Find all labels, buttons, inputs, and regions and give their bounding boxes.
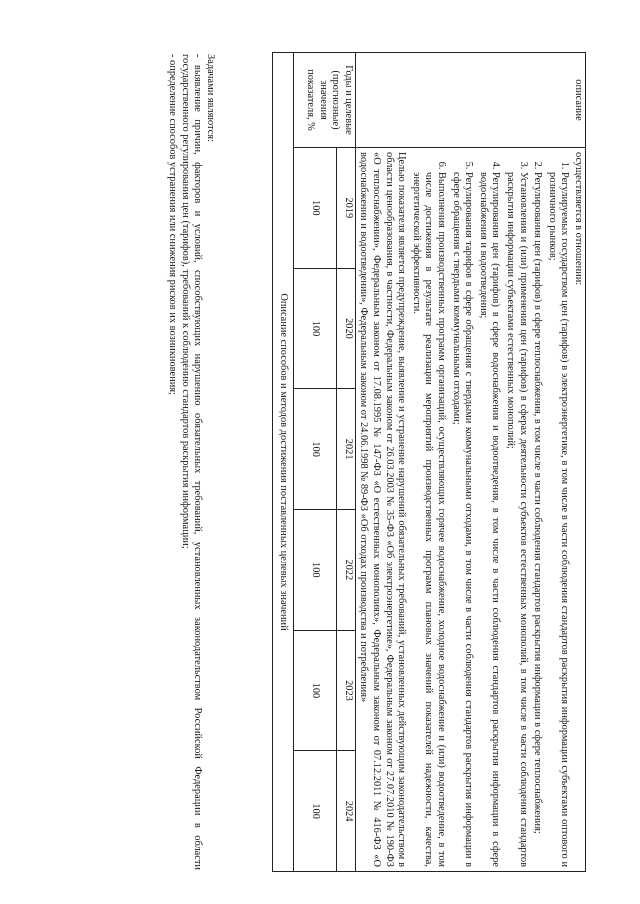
rotated-document-page <box>10 10 630 894</box>
values-row <box>293 53 336 872</box>
tasks-heading: Задачами являются: <box>205 54 216 142</box>
value-cell: 100 <box>293 751 336 872</box>
value-cell: 100 <box>293 389 336 510</box>
intro-line: осуществляется в отношении: <box>573 152 584 286</box>
list-item: 2. Регулирования цен (тарифов) в сфере теплоснабжения, в том числе в части соблюдения стандартов раскрытия информации в сфере теплоснабжения; <box>531 172 544 867</box>
value-cell: 100 <box>293 509 336 630</box>
purpose-paragraph: Целью показателя является предупреждение, выявление и устранение нарушений обязательных требований, установленных действующим законодательством в области ценообразования, в частности, Федеральным законом от 26.03.2003 № 35-ФЗ «Об электроэнергетике», Федеральным законом от 27.07.2010 № 190-ФЗ «О теплоснабжении», Федеральным законом от 17.08.1995 № 147-ФЗ «О естественных монополиях», Федеральным законом от 07.12.2011 № 416-ФЗ «О водоснабжении и водоотведении», Федеральным законом от 24.06.1998 № 89-ФЗ «Об отходах производства и потребления» <box>358 152 408 867</box>
value-cell: 100 <box>293 630 336 751</box>
list-item: 6. Выполнения производственных программ организаций, осуществляющих горячее водоснабжение, холодное водоснабжение и (или) водоотведение, в том числе достижения в результате реализации мероприятий производственных программ плановых значений показателей надежности, качества, энергетической эффективности. <box>409 172 447 867</box>
years-row <box>336 53 355 872</box>
tasks-block <box>166 54 216 870</box>
indicator-table <box>272 52 586 872</box>
list-item: 5. Регулирования тарифов в сфере обращения с твердыми коммунальными отходами, в том числе в части соблюдения стандартов раскрытия информации в сфере обращения с твердыми коммунальными отходами; <box>449 172 474 867</box>
year-cell: 2023 <box>336 630 355 751</box>
task-line: - определение способов устранения или снижения рисков их возникновения; <box>167 54 179 395</box>
value-cell: 100 <box>293 148 336 269</box>
description-row <box>355 53 585 872</box>
list-item: 4. Регулирования цен (тарифов) в сфере водоснабжения и водоотведения, в том числе в части соблюдения стандартов раскрытия информации в сфере водоснабжения и водоотведения; <box>476 172 501 867</box>
task-line: - выявление причин, факторов и условий, способствующих нарушению обязательных требований, установленных законодательством Российской Федерации в области государственного регулирования цен (тарифов), требований к соблюдению стандартов раскрытия информации; <box>179 54 204 870</box>
value-cell: 100 <box>293 268 336 389</box>
year-cell: 2020 <box>336 268 355 389</box>
year-cell: 2021 <box>336 389 355 510</box>
year-cell: 2019 <box>336 148 355 269</box>
regulation-list <box>409 152 570 867</box>
year-cell: 2022 <box>336 509 355 630</box>
section-title: Описание способов и методов достижения поставленных целевых значений <box>272 53 293 872</box>
years-label: Годы и целевые (прогнозные) значения показателя, % <box>293 53 355 148</box>
section-title-row <box>272 53 293 872</box>
description-label: описание <box>355 53 585 148</box>
description-cell <box>355 148 585 872</box>
year-cell: 2024 <box>336 751 355 872</box>
list-item: 3. Установления и (или) применения цен (тарифов) в сферах деятельности субъектов естественных монополий, в том числе в части соблюдения стандартов раскрытия информации субъектами естественных монополий; <box>503 172 528 867</box>
list-item: 1. Регулируемых государством цен (тарифов) в электроэнергетике, в том числе в части соблюдения стандартов раскрытия информации субъектами оптового и розничного рынков; <box>545 172 570 867</box>
